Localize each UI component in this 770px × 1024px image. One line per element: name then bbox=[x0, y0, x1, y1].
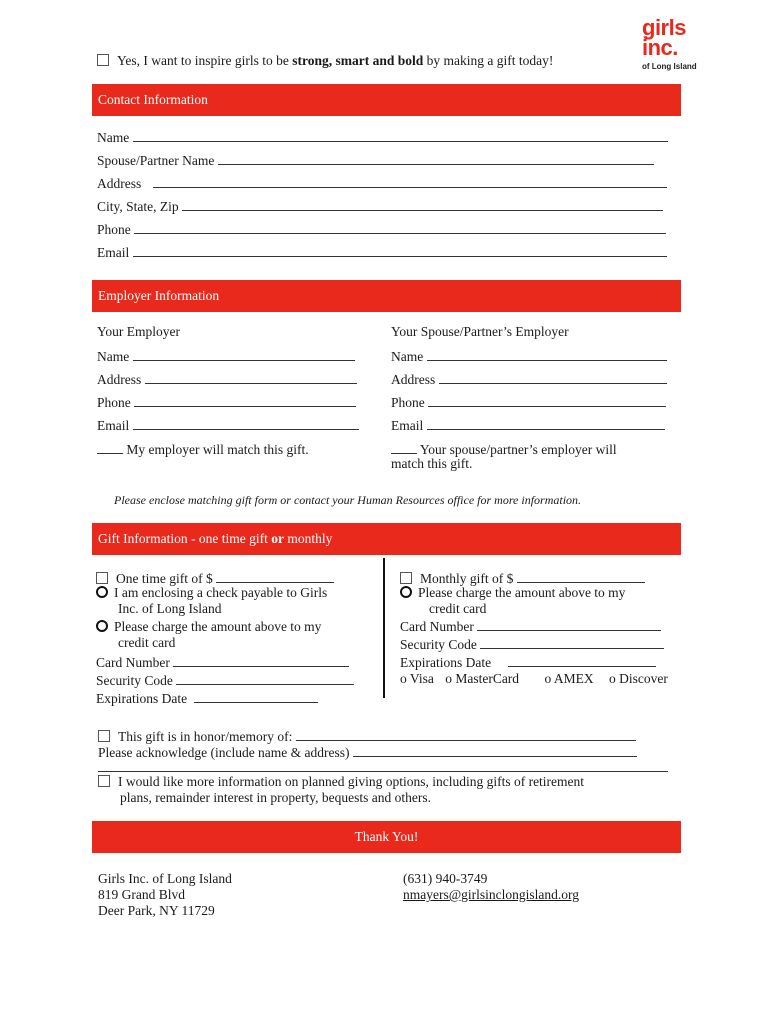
employer-name-field[interactable] bbox=[97, 347, 355, 365]
gift-title-bold: or bbox=[271, 531, 284, 546]
field-label: Security Code bbox=[96, 673, 173, 688]
monthly-card-number-field[interactable] bbox=[400, 617, 661, 635]
check-payment-option[interactable] bbox=[96, 585, 327, 601]
spouse-employer-heading: Your Spouse/Partner’s Employer bbox=[391, 324, 569, 339]
contact-email-field[interactable] bbox=[97, 243, 667, 261]
employer-match-option[interactable] bbox=[97, 440, 309, 458]
spouse-employer-name-field[interactable] bbox=[391, 347, 667, 365]
check-line-2: Inc. of Long Island bbox=[118, 601, 222, 616]
field-label: Email bbox=[391, 418, 424, 433]
field-label: Name bbox=[391, 349, 424, 364]
planned-giving-option[interactable] bbox=[98, 774, 584, 790]
field-label: Address bbox=[97, 176, 142, 191]
pledge-prefix: Yes, I want to inspire girls to be bbox=[117, 53, 293, 68]
spouse-match-label-1: Your spouse/partner’s employer will bbox=[419, 442, 617, 457]
one-time-amount-line[interactable] bbox=[216, 569, 334, 583]
footer-city: Deer Park, NY 11729 bbox=[98, 903, 215, 918]
spouse-employer-address-field[interactable] bbox=[391, 370, 667, 388]
card-number-field[interactable] bbox=[96, 653, 349, 671]
field-label: Spouse/Partner Name bbox=[97, 153, 215, 168]
fill-line[interactable] bbox=[218, 151, 654, 165]
contact-section-header: Contact Information bbox=[92, 84, 681, 116]
employer-phone-field[interactable] bbox=[97, 393, 356, 411]
gift-title-prefix: Gift Information - one time gift bbox=[98, 531, 272, 546]
expiration-field[interactable] bbox=[96, 689, 318, 707]
footer-street: 819 Grand Blvd bbox=[98, 887, 185, 902]
fill-line[interactable] bbox=[134, 220, 666, 234]
charge-line-2: credit card bbox=[118, 635, 176, 650]
monthly-label: Monthly gift of $ bbox=[420, 571, 514, 586]
fill-line[interactable] bbox=[182, 197, 663, 211]
contact-address-field[interactable] bbox=[97, 174, 667, 192]
monthly-charge-line-2: credit card bbox=[429, 601, 487, 616]
field-label: Expirations Date bbox=[96, 691, 188, 706]
fill-line[interactable] bbox=[153, 174, 667, 188]
field-label: Phone bbox=[97, 395, 131, 410]
pledge-checkbox[interactable] bbox=[97, 54, 109, 66]
check-radio[interactable] bbox=[96, 586, 108, 598]
match-blank[interactable] bbox=[391, 440, 417, 454]
gift-title-suffix: monthly bbox=[283, 531, 333, 546]
pledge-suffix: by making a gift today! bbox=[423, 53, 554, 68]
girls-inc-logo bbox=[642, 15, 697, 71]
security-code-field[interactable] bbox=[96, 671, 354, 689]
fill-line[interactable] bbox=[508, 653, 656, 667]
fill-line[interactable] bbox=[477, 617, 661, 631]
pledge-line[interactable] bbox=[97, 53, 553, 69]
acknowledge-extra-line[interactable] bbox=[98, 758, 668, 772]
fill-line[interactable] bbox=[353, 743, 637, 757]
monthly-checkbox[interactable] bbox=[400, 572, 412, 584]
employer-match-label: My employer will match this gift. bbox=[126, 442, 309, 457]
spouse-match-label-2: match this gift. bbox=[391, 456, 473, 471]
fill-line[interactable] bbox=[133, 347, 355, 361]
planned-line-1: I would like more information on planned giving options, including gifts of retirement bbox=[118, 774, 585, 789]
monthly-amount-line[interactable] bbox=[517, 569, 645, 583]
spouse-employer-email-field[interactable] bbox=[391, 416, 665, 434]
fill-line[interactable] bbox=[173, 653, 349, 667]
fill-line[interactable] bbox=[145, 370, 357, 384]
field-label: Address bbox=[391, 372, 436, 387]
employer-address-field[interactable] bbox=[97, 370, 357, 388]
fill-line[interactable] bbox=[439, 370, 667, 384]
fill-line[interactable] bbox=[133, 243, 667, 257]
field-label: City, State, Zip bbox=[97, 199, 179, 214]
acknowledge-label: Please acknowledge (include name & address) bbox=[98, 745, 350, 760]
spouse-employer-phone-field[interactable] bbox=[391, 393, 666, 411]
employer-email-field[interactable] bbox=[97, 416, 359, 434]
charge-card-option[interactable] bbox=[96, 619, 321, 635]
charge-line-1: Please charge the amount above to my bbox=[114, 619, 322, 634]
fill-line[interactable] bbox=[176, 671, 354, 685]
charge-card-radio[interactable] bbox=[96, 620, 108, 632]
honor-checkbox[interactable] bbox=[98, 730, 110, 742]
field-label: Email bbox=[97, 245, 130, 260]
fill-line[interactable] bbox=[428, 393, 666, 407]
fill-line[interactable] bbox=[480, 635, 664, 649]
card-option-visa[interactable]: o Visa bbox=[400, 671, 434, 686]
pledge-bold: strong, smart and bold bbox=[292, 53, 424, 68]
card-option-mastercard[interactable]: o MasterCard bbox=[445, 671, 520, 686]
fill-line[interactable] bbox=[134, 393, 356, 407]
monthly-charge-option[interactable] bbox=[400, 585, 625, 601]
field-label: Name bbox=[97, 349, 130, 364]
thank-you-banner: Thank You! bbox=[92, 821, 681, 853]
match-blank[interactable] bbox=[97, 440, 123, 454]
field-label: Address bbox=[97, 372, 142, 387]
field-label: Expirations Date bbox=[400, 655, 492, 670]
monthly-charge-radio[interactable] bbox=[400, 586, 412, 598]
one-time-label: One time gift of $ bbox=[116, 571, 213, 586]
field-label: Phone bbox=[391, 395, 425, 410]
contact-city-field[interactable] bbox=[97, 197, 663, 215]
footer-email-link[interactable] bbox=[403, 887, 579, 903]
card-option-discover[interactable]: o Discover bbox=[608, 671, 668, 686]
card-type-options[interactable] bbox=[400, 671, 668, 687]
gift-section-header bbox=[92, 523, 681, 555]
logo-subtitle: of Long Island bbox=[642, 62, 697, 71]
field-label: Card Number bbox=[400, 619, 474, 634]
monthly-expiration-field[interactable] bbox=[400, 653, 656, 671]
field-label: Phone bbox=[97, 222, 131, 237]
footer-org: Girls Inc. of Long Island bbox=[98, 871, 232, 886]
footer-email[interactable]: nmayers@girlsinclongisland.org bbox=[403, 887, 580, 902]
one-time-checkbox[interactable] bbox=[96, 572, 108, 584]
contact-name-field[interactable] bbox=[97, 128, 668, 146]
monthly-security-code-field[interactable] bbox=[400, 635, 664, 653]
honor-label: This gift is in honor/memory of: bbox=[118, 729, 293, 744]
your-employer-heading: Your Employer bbox=[97, 324, 181, 339]
fill-line[interactable] bbox=[296, 727, 636, 741]
field-label: Security Code bbox=[400, 637, 477, 652]
planned-giving-checkbox[interactable] bbox=[98, 775, 110, 787]
monthly-charge-line-1: Please charge the amount above to my bbox=[418, 585, 626, 600]
check-line-1: I am enclosing a check payable to Girls bbox=[114, 585, 328, 600]
field-label: Email bbox=[97, 418, 130, 433]
employer-section-header: Employer Information bbox=[92, 280, 681, 312]
fill-line[interactable] bbox=[194, 689, 318, 703]
field-label: Card Number bbox=[96, 655, 170, 670]
contact-spouse-field[interactable] bbox=[97, 151, 654, 169]
fill-line[interactable] bbox=[133, 416, 359, 430]
gift-column-divider bbox=[383, 558, 385, 698]
matching-note: Please enclose matching gift form or contact your Human Resources office for more information. bbox=[114, 493, 582, 507]
logo-word-girls: girls bbox=[642, 15, 686, 40]
fill-line[interactable] bbox=[133, 128, 668, 142]
contact-phone-field[interactable] bbox=[97, 220, 666, 238]
fill-line[interactable] bbox=[427, 416, 665, 430]
fill-line[interactable] bbox=[427, 347, 667, 361]
field-label: Name bbox=[97, 130, 130, 145]
logo-word-inc: inc. bbox=[642, 35, 678, 60]
footer-phone: (631) 940-3749 bbox=[403, 871, 488, 886]
planned-line-2: plans, remainder interest in property, bequests and others. bbox=[120, 790, 432, 805]
card-option-amex[interactable]: o AMEX bbox=[544, 671, 594, 686]
